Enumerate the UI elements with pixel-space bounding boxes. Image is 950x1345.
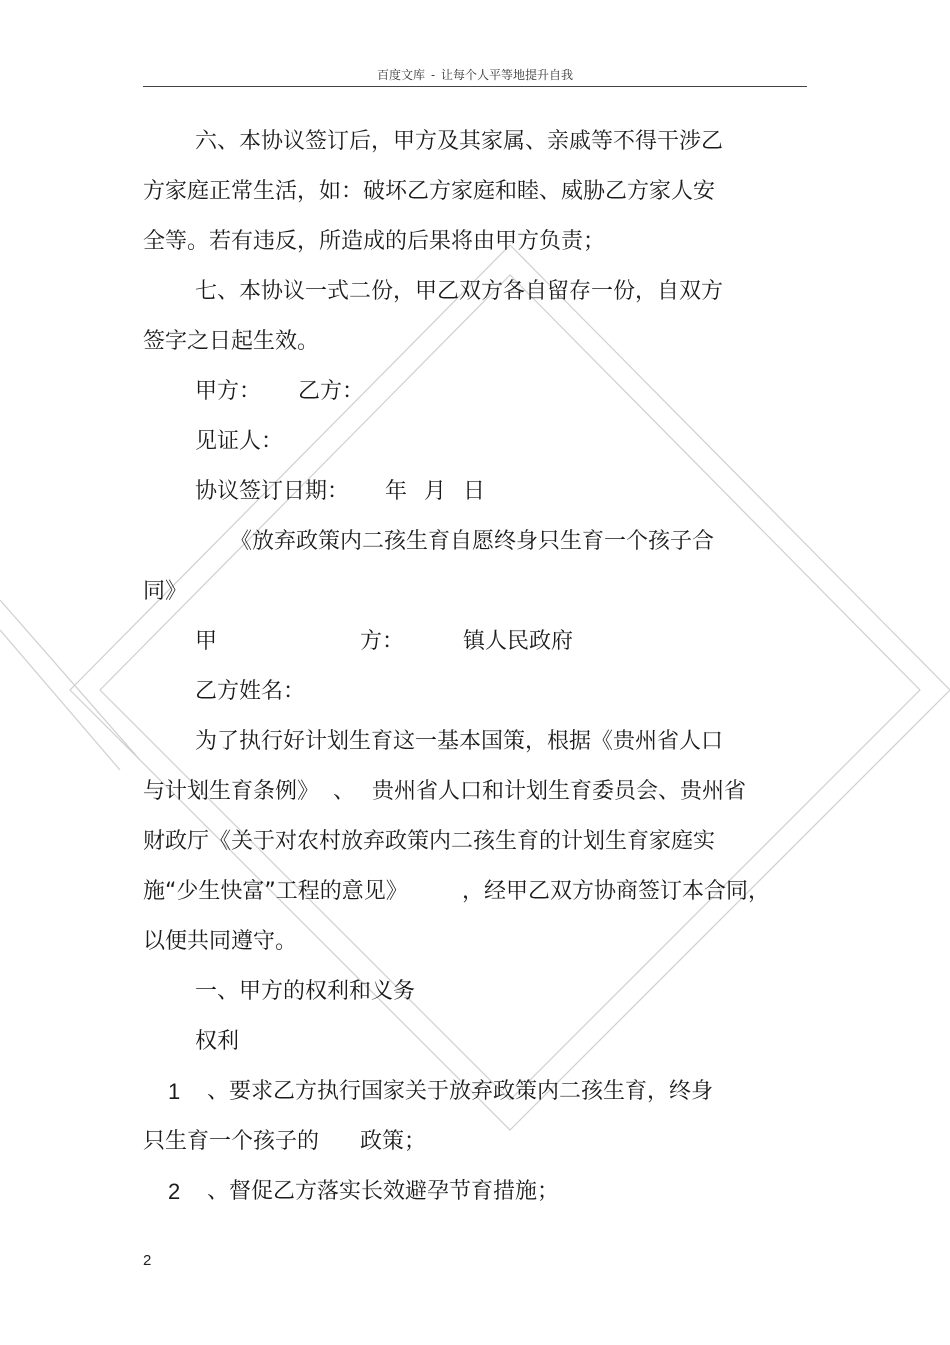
party-a-char: 甲 [195,629,218,654]
header-separator: - [430,68,436,82]
date-month: 月 [424,479,447,504]
preamble-line-2a: 与计划生育条例》 [143,779,320,804]
item-2-number: 2 [168,1179,181,1204]
header-site-name: 百度文库 [376,68,425,82]
preamble-line-1: 为了执行好计划生育这一基本国策，根据《贵州省人口 [195,729,724,754]
party-a-label: 甲方： [195,379,262,404]
clause-7-line-2: 签字之日起生效。 [143,329,320,354]
preamble-line-2b: 、 [333,779,356,804]
date-day: 日 [463,479,486,504]
preamble-line-3: 财政厅《关于对农村放弃政策内二孩生育的计划生育家庭实 [143,829,716,854]
page-number: 2 [143,1252,152,1269]
clause-6-line-1: 六、本协议签订后，甲方及其家属、亲戚等不得干涉乙 [195,129,724,154]
signing-date-label: 协议签订日期： [195,479,350,504]
date-year: 年 [385,479,408,504]
item-1-number: 1 [168,1079,181,1104]
clause-6-line-2: 方家庭正常生活，如：破坏乙方家庭和睦、威胁乙方家人安 [143,179,716,204]
page-header [0,66,950,83]
preamble-line-5: 以便共同遵守。 [143,929,298,954]
item-1-policy: 政策； [360,1129,427,1154]
item-1-text: 、要求乙方执行国家关于放弃政策内二孩生育，终身 [207,1079,714,1104]
item-1-text-cont: 只生育一个孩子的 [143,1129,320,1154]
contract-title-line-1: 《放弃政策内二孩生育自愿终身只生育一个孩子合 [230,529,715,554]
header-rule [143,86,807,87]
witness-label: 见证人： [195,429,284,454]
item-2-text: 、督促乙方落实长效避孕节育措施； [207,1179,560,1204]
clause-7-line-1: 七、本协议一式二份，甲乙双方各自留存一份，自双方 [195,279,724,304]
preamble-line-2c: 贵州省人口和计划生育委员会、贵州省 [372,779,747,804]
contract-title-line-2: 同》 [143,579,188,604]
section-1-heading: 一、甲方的权利和义务 [195,979,416,1004]
clause-6-line-3: 全等。若有违反，所造成的后果将由甲方负责； [143,229,606,254]
preamble-line-4b: ，经甲乙双方协商签订本合同， [462,879,771,904]
header-slogan: 让每个人平等地提升自我 [441,68,574,82]
party-b-label: 乙方： [298,379,365,404]
rights-heading: 权利 [195,1029,240,1054]
party-a-colon: 方： [360,629,405,654]
party-a-name: 镇人民政府 [463,629,574,654]
party-b-name-label: 乙方姓名： [195,679,306,704]
preamble-line-4a: 施“少生快富”工程的意见》 [143,879,408,904]
